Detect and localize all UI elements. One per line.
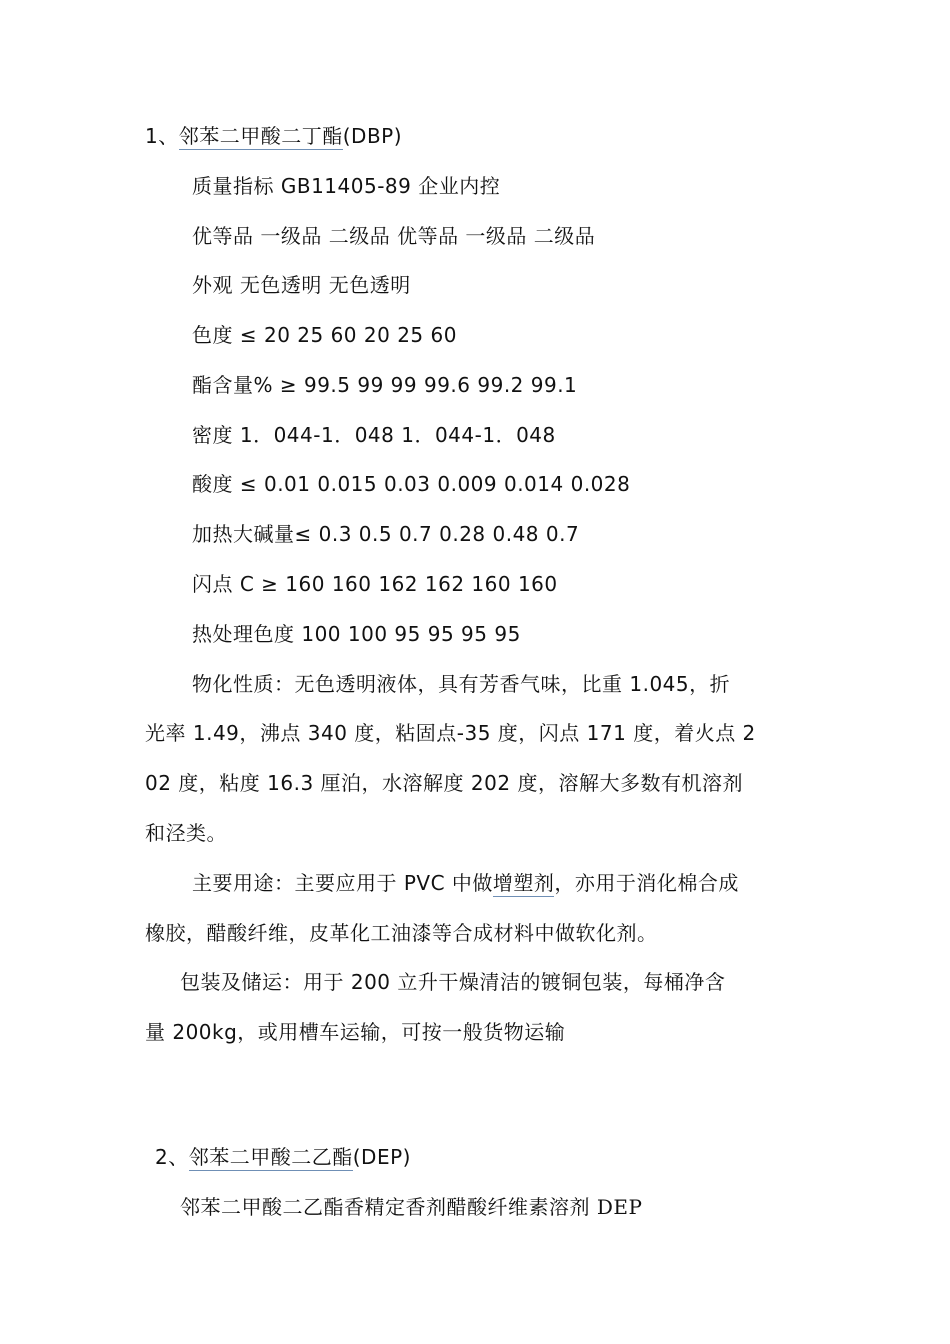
spec-row: 酸度 ≤ 0.01 0.015 0.03 0.009 0.014 0.028 — [192, 472, 631, 496]
packing-line-2: 量 200kg，或用槽车运输，可按一般货物运输 — [145, 1020, 566, 1044]
plasticizer-link[interactable]: 增塑剂 — [492, 871, 555, 895]
properties-line: 和泾类。 — [145, 821, 227, 845]
packing-line: 包装及储运：用于 200 立升干燥清洁的镀铜包装，每桶净含 — [180, 970, 726, 994]
spec-row: 热处理色度 100 100 95 95 95 95 — [192, 622, 521, 646]
usage-suffix: ，亦用于消化棉合成 — [554, 871, 739, 895]
properties-line: 02 度，粘度 16.3 厘泊，水溶解度 202 度，溶解大多数有机溶剂 — [145, 771, 743, 795]
section-2-title-link[interactable]: 邻苯二甲酸二乙酯 — [188, 1145, 353, 1169]
section-2-title — [155, 1144, 411, 1170]
spec-row: 密度 1．044-1．048 1．044-1．048 — [192, 423, 556, 447]
section-1-title-suffix: (DBP) — [342, 124, 403, 148]
spec-row: 酯含量% ≥ 99.5 99 99 99.6 99.2 99.1 — [192, 373, 578, 397]
spec-row: 闪点 C ≥ 160 160 162 162 160 160 — [192, 572, 558, 596]
usage-prefix: 主要用途：主要应用于 PVC 中做 — [192, 871, 493, 895]
spec-row: 外观 无色透明 无色透明 — [192, 273, 411, 297]
properties-line: 光率 1.49，沸点 340 度，粘固点-35 度，闪点 171 度，着火点 2 — [145, 721, 756, 745]
spec-row: 色度 ≤ 20 25 60 20 25 60 — [192, 323, 457, 347]
spec-row: 加热大碱量≤ 0.3 0.5 0.7 0.28 0.48 0.7 — [192, 522, 580, 546]
usage-line — [192, 870, 739, 896]
section-1-title-link[interactable]: 邻苯二甲酸二丁酯 — [178, 124, 343, 148]
section-2-title-suffix: (DEP) — [352, 1145, 411, 1169]
section-2-number: 2、 — [155, 1145, 189, 1169]
section-2-subtitle: 邻苯二甲酸二乙酯香精定香剂醋酸纤维素溶剂 DEP — [180, 1195, 643, 1219]
section-1-title — [145, 123, 402, 149]
section-1-number: 1、 — [145, 124, 179, 148]
spec-row: 优等品 一级品 二级品 优等品 一级品 二级品 — [192, 224, 596, 248]
properties-line: 物化性质：无色透明液体，具有芳香气味，比重 1.045，折 — [192, 672, 731, 696]
spec-row: 质量指标 GB11405-89 企业内控 — [192, 174, 501, 198]
usage-line-2: 橡胶，醋酸纤维，皮革化工油漆等合成材料中做软化剂。 — [145, 921, 658, 945]
